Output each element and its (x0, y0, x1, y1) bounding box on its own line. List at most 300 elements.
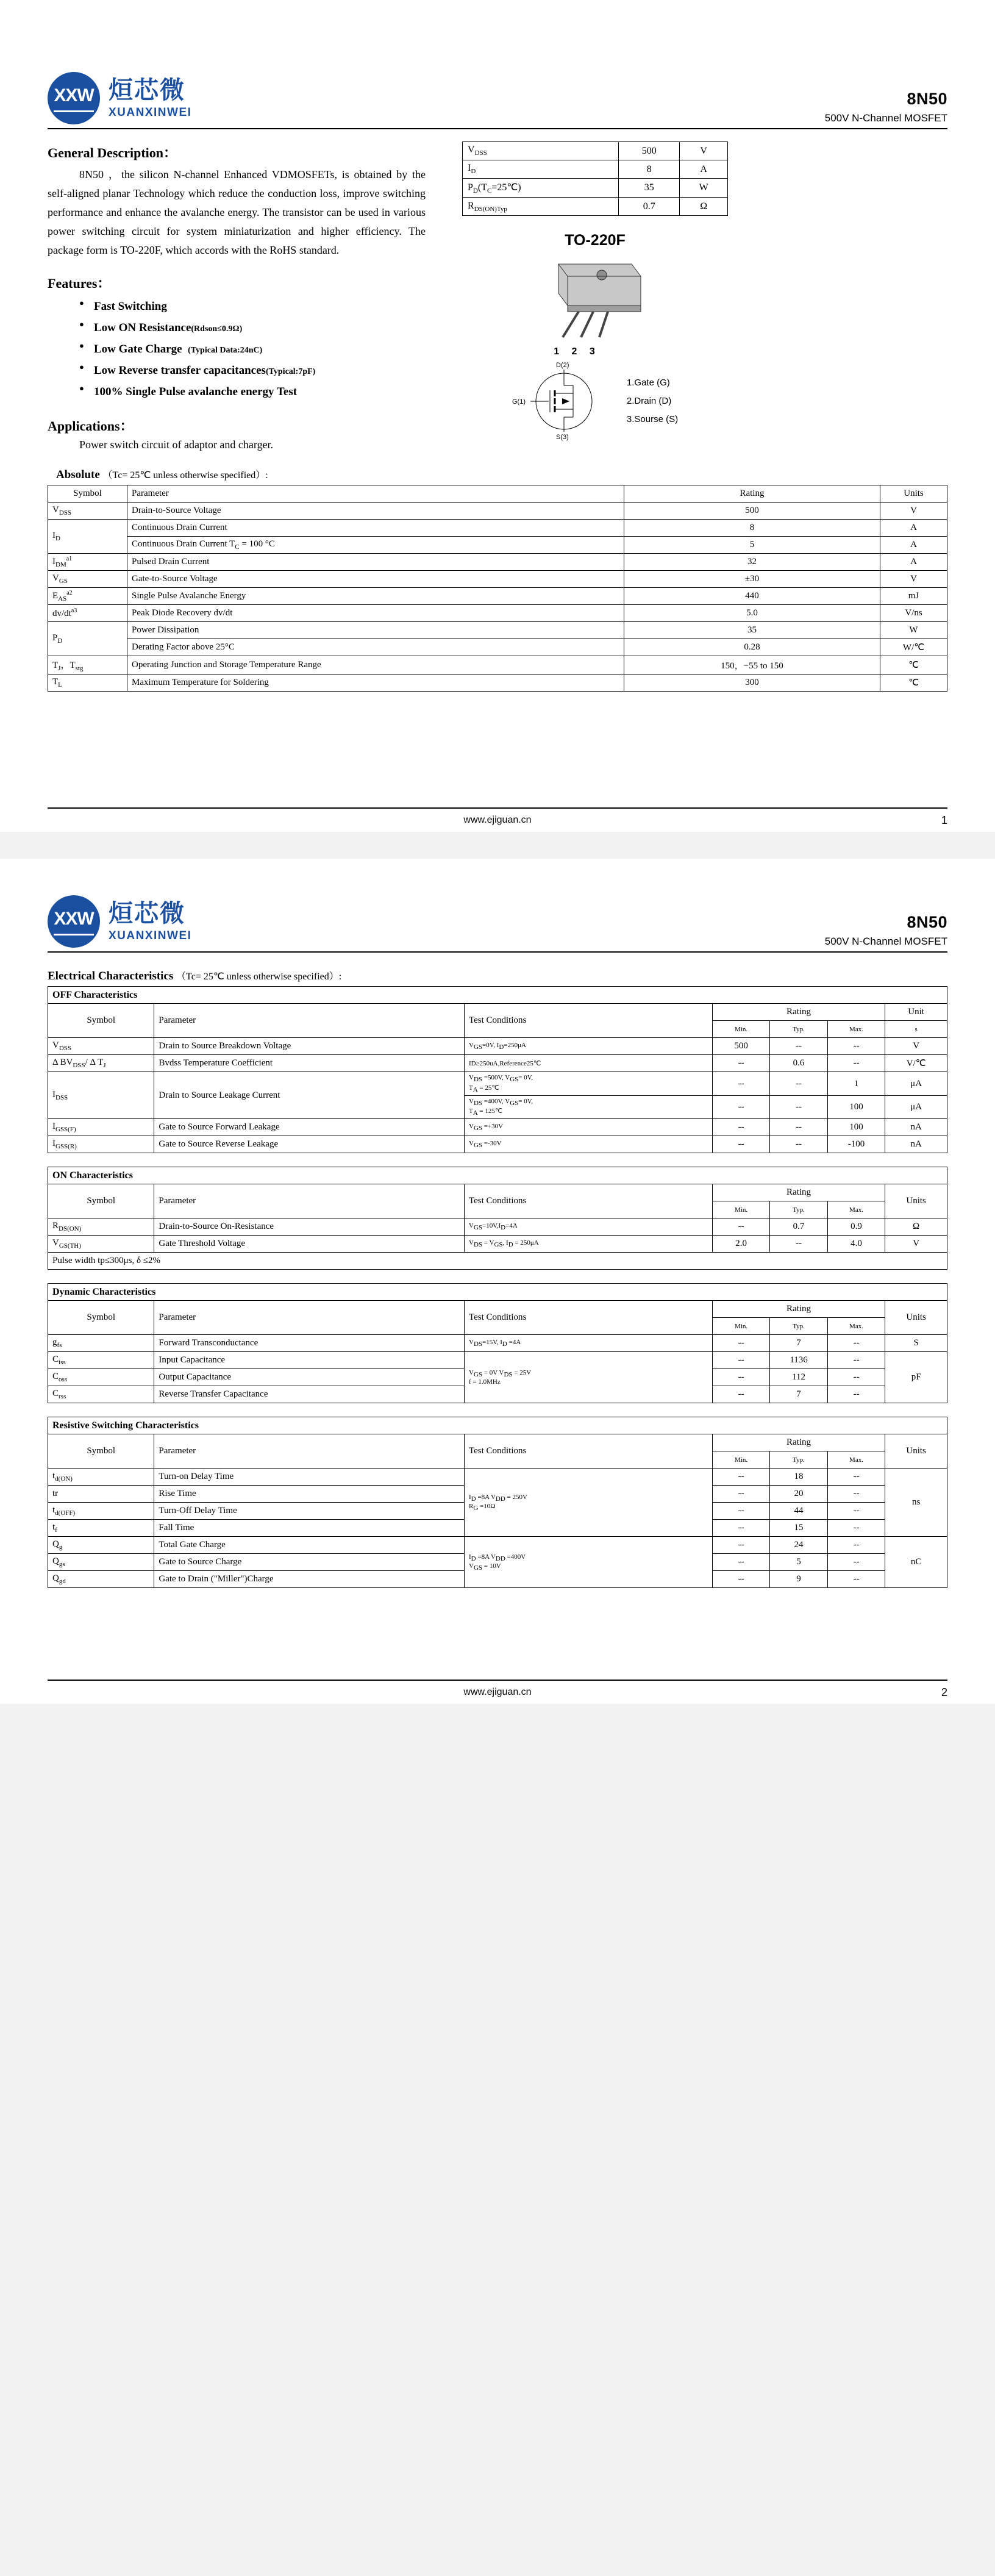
row-max: -- (827, 1335, 885, 1352)
row-parameter: Continuous Drain Current $T_C = 100$ °C (127, 537, 624, 554)
column-header: Units (885, 1184, 947, 1218)
table-row (48, 605, 947, 622)
table-row (48, 1136, 947, 1153)
table-row (48, 1167, 947, 1184)
footer-url[interactable]: www.ejiguan.cn (463, 1687, 532, 1698)
column-subheader: Min. (712, 1451, 769, 1469)
brand-name-en: XUANXINWEI (109, 106, 192, 119)
row-unit: A (880, 537, 947, 554)
row-unit: V (880, 503, 947, 520)
row-max: -100 (827, 1136, 885, 1153)
row-symbol: $I_{DM}^{a1}$ (48, 554, 127, 571)
row-unit: nA (885, 1136, 947, 1153)
part-subtitle: 500V N-Channel MOSFET (824, 112, 947, 124)
spec-value: 500 (619, 142, 680, 160)
electrical-characteristics-title (48, 968, 947, 983)
table-row (48, 1352, 947, 1369)
column-header: Symbol (48, 1301, 154, 1335)
absolute-title-strong: Absolute (56, 468, 100, 482)
electrical-title-condition: （Tc= 25℃ unless otherwise specified）: (176, 971, 342, 982)
mosfet-symbol-icon (512, 360, 616, 442)
row-rating: 150，−55 to 150 (624, 656, 880, 674)
row-symbol: $P_D$ (48, 622, 127, 656)
list-item (79, 296, 450, 317)
row-min: -- (712, 1352, 769, 1369)
resistive-switching-characteristics-table (48, 1417, 947, 1588)
table-row (48, 520, 947, 537)
row-rating: 32 (624, 554, 880, 571)
row-parameter: Input Capacitance (154, 1352, 465, 1369)
pin-numbers: 1 2 3 (554, 346, 600, 357)
column-subheader: Min. (712, 1021, 769, 1038)
row-min: -- (712, 1335, 769, 1352)
row-max: -- (827, 1503, 885, 1520)
row-typ: -- (770, 1072, 827, 1095)
spec-value: 8 (619, 160, 680, 179)
column-header: Test Conditions (464, 1004, 712, 1038)
row-min: -- (712, 1095, 769, 1118)
list-item: 1.Gate (G) (626, 377, 670, 388)
row-parameter: Gate to Drain ("Miller")Charge (154, 1571, 465, 1588)
column-header: Unit (885, 1004, 947, 1021)
table-header-row (48, 485, 947, 503)
row-symbol: Δ $BV_{DSS}/$ Δ $T_J$ (48, 1055, 154, 1072)
row-max: 100 (827, 1119, 885, 1136)
row-min: -- (712, 1520, 769, 1537)
page-header (48, 859, 947, 948)
row-typ: -- (770, 1136, 827, 1153)
row-parameter: Turn-on Delay Time (154, 1469, 465, 1486)
table-row (48, 987, 947, 1004)
spec-symbol: $I_D$ (463, 160, 619, 179)
row-typ: 7 (770, 1335, 827, 1352)
row-symbol: $Q_{gd}$ (48, 1571, 154, 1588)
column-subheader: Max. (827, 1318, 885, 1335)
row-symbol: $C_{oss}$ (48, 1369, 154, 1386)
row-symbol: $I_{GSS(R)}$ (48, 1136, 154, 1153)
row-typ: -- (770, 1119, 827, 1136)
section-title: ON Characteristics (48, 1167, 947, 1184)
row-max: -- (827, 1486, 885, 1503)
row-parameter: Gate Threshold Voltage (154, 1236, 465, 1253)
row-min: -- (712, 1503, 769, 1520)
row-max: -- (827, 1386, 885, 1403)
row-symbol: $I_{GSS(F)}$ (48, 1119, 154, 1136)
symbol-subscript: DS(ON)Typ (474, 205, 507, 213)
brand-name-en: XUANXINWEI (109, 929, 192, 943)
feature-note: (Rdson≤0.9Ω) (191, 324, 243, 334)
logo-text: XXW (54, 909, 94, 929)
row-test-conditions: VGS=10V,ID=4A (464, 1218, 712, 1236)
row-typ: -- (770, 1038, 827, 1055)
row-unit: A (880, 520, 947, 537)
row-symbol: $Q_{gs}$ (48, 1554, 154, 1571)
row-rating: 440 (624, 588, 880, 605)
off-characteristics-table (48, 986, 947, 1153)
spec-symbol: $R_{DS(ON)Typ}$ (463, 198, 619, 216)
datasheet-page-2 (0, 859, 995, 1704)
row-typ: 9 (770, 1571, 827, 1588)
column-subheader: Typ. (770, 1021, 827, 1038)
row-unit: ns (885, 1469, 947, 1537)
quick-specs-table (462, 141, 728, 216)
row-symbol: $V_{GS(TH)}$ (48, 1236, 154, 1253)
applications-body: Power switch circuit of adaptor and charger. (79, 438, 274, 451)
to220f-package-icon (525, 258, 665, 343)
row-unit: Ω (885, 1218, 947, 1236)
row-parameter: Rise Time (154, 1486, 465, 1503)
column-header: Parameter (154, 1004, 465, 1038)
column-header: Symbol (48, 1184, 154, 1218)
mosfet-symbol-group (462, 360, 728, 442)
row-typ: 112 (770, 1369, 827, 1386)
row-max: -- (827, 1469, 885, 1486)
row-rating: 500 (624, 503, 880, 520)
row-min: -- (712, 1486, 769, 1503)
row-symbol: $dv/dt^{a3}$ (48, 605, 127, 622)
spec-unit: V (680, 142, 728, 160)
features-title: Features： (48, 275, 111, 291)
logo-text: XXW (54, 85, 94, 106)
section-title: OFF Characteristics (48, 987, 947, 1004)
header-rule (48, 951, 947, 953)
table-row (463, 179, 728, 198)
table-row (48, 571, 947, 588)
row-symbol: $R_{DS(ON)}$ (48, 1218, 154, 1236)
list-item: 2.Drain (D) (626, 395, 672, 406)
section-title: Dynamic Characteristics (48, 1284, 947, 1301)
row-parameter: Derating Factor above 25°C (127, 639, 624, 656)
page-number: 1 (941, 814, 947, 826)
row-max: 1 (827, 1072, 885, 1095)
row-unit: A (880, 554, 947, 571)
row-test-conditions: VGS =-30V (464, 1136, 712, 1153)
column-header: Rating (712, 1004, 885, 1021)
row-typ: -- (770, 1095, 827, 1118)
part-number: 8N50 (907, 90, 947, 108)
column-header: Rating (712, 1184, 885, 1201)
row-test-conditions: VDS =500V, VGS= 0V, TA = 25℃ (464, 1072, 712, 1095)
column-subheader: Max. (827, 1021, 885, 1038)
row-parameter: Continuous Drain Current (127, 520, 624, 537)
column-header: Rating (624, 485, 880, 503)
row-parameter: Single Pulse Avalanche Energy (127, 588, 624, 605)
part-number: 8N50 (907, 913, 947, 932)
electrical-title-strong: Electrical Characteristics (48, 970, 174, 983)
table-row (48, 1072, 947, 1095)
row-symbol: $C_{rss}$ (48, 1386, 154, 1403)
column-header: Rating (712, 1301, 885, 1318)
column-subheader: Typ. (770, 1318, 827, 1335)
row-min: -- (712, 1369, 769, 1386)
feature-text: Low Gate Charge (94, 343, 182, 356)
column-header: Units (885, 1301, 947, 1335)
table-row (463, 142, 728, 160)
row-parameter: Drain to Source Leakage Current (154, 1072, 465, 1119)
package-drawing (462, 258, 728, 357)
table-row (463, 198, 728, 216)
row-parameter: Gate to Source Charge (154, 1554, 465, 1571)
absolute-ratings-title (56, 467, 947, 482)
page-footer (48, 1680, 947, 1698)
spec-symbol: $P_D(T_C=25℃)$ (463, 179, 619, 198)
row-max: -- (827, 1537, 885, 1554)
row-rating: 0.28 (624, 639, 880, 656)
list-item (79, 317, 450, 338)
row-symbol: $t_{d(OFF)}$ (48, 1503, 154, 1520)
row-symbol: $V_{GS}$ (48, 571, 127, 588)
row-typ: 5 (770, 1554, 827, 1571)
row-typ: 24 (770, 1537, 827, 1554)
table-row (48, 639, 947, 656)
row-unit: ℃ (880, 656, 947, 674)
row-unit: nA (885, 1119, 947, 1136)
dynamic-characteristics-table (48, 1283, 947, 1403)
row-parameter: Drain-to-Source On-Resistance (154, 1218, 465, 1236)
company-logo-icon (48, 72, 100, 124)
row-typ: 0.7 (770, 1218, 827, 1236)
row-unit: V (885, 1038, 947, 1055)
table-row (48, 1236, 947, 1253)
row-test-conditions: ID =8A VDD = 250V RG =10Ω (464, 1469, 712, 1537)
table-row (48, 1284, 947, 1301)
row-unit: V (885, 1236, 947, 1253)
absolute-title-condition: （Tc= 25℃ unless otherwise specified）: (102, 470, 268, 481)
row-min: -- (712, 1386, 769, 1403)
table-header-row (48, 1434, 947, 1451)
column-subheader: Max. (827, 1201, 885, 1218)
row-unit: V/℃ (885, 1055, 947, 1072)
row-symbol: $T_L$ (48, 674, 127, 692)
brand-name-cn: 烜芯微 (109, 900, 185, 928)
row-test-conditions: VDS =400V, VGS= 0V, TA = 125℃ (464, 1095, 712, 1118)
row-symbol: $t_{d(ON)}$ (48, 1469, 154, 1486)
row-min: -- (712, 1554, 769, 1571)
feature-note: (Typical:7pF) (265, 367, 316, 377)
column-header: Parameter (127, 485, 624, 503)
list-item (79, 381, 450, 402)
row-test-conditions: VGS =+30V (464, 1119, 712, 1136)
column-subheader: Min. (712, 1318, 769, 1335)
column-header: Symbol (48, 1434, 154, 1469)
row-max: -- (827, 1055, 885, 1072)
column-header: Parameter (154, 1434, 465, 1469)
column-header: Symbol (48, 485, 127, 503)
spec-unit: Ω (680, 198, 728, 216)
row-rating: 5 (624, 537, 880, 554)
row-parameter: Reverse Transfer Capacitance (154, 1386, 465, 1403)
table-row (48, 1469, 947, 1486)
column-header: Units (880, 485, 947, 503)
row-max: 4.0 (827, 1236, 885, 1253)
page-header (48, 0, 947, 124)
row-min: -- (712, 1571, 769, 1588)
list-item (79, 360, 450, 381)
row-symbol: $V_{DSS}$ (48, 1038, 154, 1055)
row-max: -- (827, 1369, 885, 1386)
table-row (48, 1537, 947, 1554)
row-test-conditions: VGS = 0V VDS = 25V f = 1.0MHz (464, 1352, 712, 1403)
row-max: -- (827, 1352, 885, 1369)
row-symbol: $V_{DSS}$ (48, 503, 127, 520)
general-description-body: 8N50 ，the silicon N-channel Enhanced VDMOSFETs, is obtained by the self-aligned planar Technology which reduce the conduction loss, improve switching performance and enhance the avalanche energy. The transistor can be used in various power switching circuit for system miniaturization and higher efficiency. The package form is TO-220F, which accords with the RoHS standard. (48, 168, 426, 256)
brand-logo (48, 72, 191, 124)
row-test-conditions: ID≥250uA,Reference25℃ (464, 1055, 712, 1072)
page-number: 2 (941, 1686, 947, 1698)
absolute-maximum-ratings-table (48, 485, 947, 692)
row-typ: 1136 (770, 1352, 827, 1369)
column-subheader: Typ. (770, 1451, 827, 1469)
column-subheader: Typ. (770, 1201, 827, 1218)
row-max: 100 (827, 1095, 885, 1118)
column-header: Symbol (48, 1004, 154, 1038)
row-parameter: Maximum Temperature for Soldering (127, 674, 624, 692)
column-header: Parameter (154, 1184, 465, 1218)
row-symbol: $C_{iss}$ (48, 1352, 154, 1369)
spec-unit: A (680, 160, 728, 179)
row-symbol: $T_J$，$T_{stg}$ (48, 656, 127, 674)
row-min: -- (712, 1072, 769, 1095)
row-min: -- (712, 1537, 769, 1554)
applications-title: Applications： (48, 418, 134, 434)
row-symbol: $Q_g$ (48, 1537, 154, 1554)
row-typ: 15 (770, 1520, 827, 1537)
table-header-row (48, 1184, 947, 1201)
row-parameter: Gate-to-Source Voltage (127, 571, 624, 588)
column-subheader: s (885, 1021, 947, 1038)
row-min: 500 (712, 1038, 769, 1055)
table-row (48, 588, 947, 605)
row-unit: ℃ (880, 674, 947, 692)
table-row (48, 1038, 947, 1055)
column-subheader: Min. (712, 1201, 769, 1218)
row-max: 0.9 (827, 1218, 885, 1236)
table-row (48, 503, 947, 520)
svg-text:D(2): D(2) (555, 362, 569, 370)
row-min: -- (712, 1055, 769, 1072)
feature-text: 100% Single Pulse avalanche energy Test (94, 385, 298, 399)
row-max: -- (827, 1520, 885, 1537)
table-row (463, 160, 728, 179)
general-description-title: General Description： (48, 145, 177, 160)
feature-text: Low ON Resistance (94, 321, 191, 334)
row-max: -- (827, 1554, 885, 1571)
symbol-subscript: DSS (474, 149, 487, 157)
row-max: -- (827, 1571, 885, 1588)
row-symbol: $g_{fs}$ (48, 1335, 154, 1352)
table-row (48, 622, 947, 639)
table-row (48, 1417, 947, 1434)
row-test-conditions: VDS=15V, ID =4A (464, 1335, 712, 1352)
row-unit: V (880, 571, 947, 588)
feature-text: Low Reverse transfer capacitances (94, 364, 266, 377)
row-unit: μA (885, 1072, 947, 1095)
row-parameter: Drain-to-Source Voltage (127, 503, 624, 520)
row-test-conditions: ID =8A VDD =400V VGS = 10V (464, 1537, 712, 1588)
table-row (48, 1119, 947, 1136)
company-logo-icon (48, 895, 100, 948)
row-unit: V/ns (880, 605, 947, 622)
list-item (79, 338, 450, 360)
column-header: Units (885, 1434, 947, 1469)
row-rating: 5.0 (624, 605, 880, 622)
row-test-conditions: VGS=0V, ID=250μA (464, 1038, 712, 1055)
pin-assignment-list (627, 374, 678, 429)
svg-text:G(1): G(1) (512, 398, 526, 406)
table-row (48, 674, 947, 692)
row-min: -- (712, 1119, 769, 1136)
spec-unit: W (680, 179, 728, 198)
package-name: TO-220F (565, 232, 626, 249)
row-rating: 300 (624, 674, 880, 692)
row-unit: S (885, 1335, 947, 1352)
column-header: Test Conditions (464, 1301, 712, 1335)
row-parameter: Pulsed Drain Current (127, 554, 624, 571)
row-unit: pF (885, 1352, 947, 1403)
brand-name-cn: 烜芯微 (109, 76, 185, 104)
section-note: Pulse width tp≤300μs, δ ≤2% (48, 1253, 947, 1270)
row-min: -- (712, 1469, 769, 1486)
row-parameter: Drain to Source Breakdown Voltage (154, 1038, 465, 1055)
table-row (48, 1253, 947, 1270)
row-parameter: Gate to Source Forward Leakage (154, 1119, 465, 1136)
spec-symbol: $V_{DSS}$ (463, 142, 619, 160)
datasheet-page-1 (0, 0, 995, 832)
row-typ: 44 (770, 1503, 827, 1520)
part-subtitle: 500V N-Channel MOSFET (824, 936, 947, 948)
row-typ: 20 (770, 1486, 827, 1503)
row-min: -- (712, 1136, 769, 1153)
svg-text:S(3): S(3) (555, 434, 569, 442)
row-parameter: Gate to Source Reverse Leakage (154, 1136, 465, 1153)
column-header: Test Conditions (464, 1434, 712, 1469)
row-unit: μA (885, 1095, 947, 1118)
row-unit: W (880, 622, 947, 639)
row-parameter: Output Capacitance (154, 1369, 465, 1386)
row-typ: 0.6 (770, 1055, 827, 1072)
symbol-subscript: D (471, 168, 476, 176)
row-typ: 18 (770, 1469, 827, 1486)
row-rating: ±30 (624, 571, 880, 588)
row-parameter: Power Dissipation (127, 622, 624, 639)
spec-value: 35 (619, 179, 680, 198)
feature-note: (Typical Data:24nC) (188, 346, 263, 356)
spec-value: 0.7 (619, 198, 680, 216)
row-min: -- (712, 1218, 769, 1236)
row-symbol: $I_D$ (48, 520, 127, 554)
row-symbol: $t_f$ (48, 1520, 154, 1537)
table-row (48, 554, 947, 571)
table-row (48, 537, 947, 554)
row-parameter: Operating Junction and Storage Temperature Range (127, 656, 624, 674)
brand-logo (48, 895, 191, 948)
row-parameter: Bvdss Temperature Coefficient (154, 1055, 465, 1072)
row-max: -- (827, 1038, 885, 1055)
row-rating: 8 (624, 520, 880, 537)
row-symbol: $E_{AS}^{a2}$ (48, 588, 127, 605)
row-parameter: Total Gate Charge (154, 1537, 465, 1554)
row-unit: W/℃ (880, 639, 947, 656)
footer-url[interactable]: www.ejiguan.cn (463, 815, 532, 826)
table-row (48, 1055, 947, 1072)
row-symbol: $I_{DSS}$ (48, 1072, 154, 1119)
section-title: Resistive Switching Characteristics (48, 1417, 947, 1434)
table-row (48, 656, 947, 674)
row-parameter: Fall Time (154, 1520, 465, 1537)
column-header: Parameter (154, 1301, 465, 1335)
on-characteristics-table (48, 1167, 947, 1270)
feature-text: Fast Switching (94, 299, 167, 313)
